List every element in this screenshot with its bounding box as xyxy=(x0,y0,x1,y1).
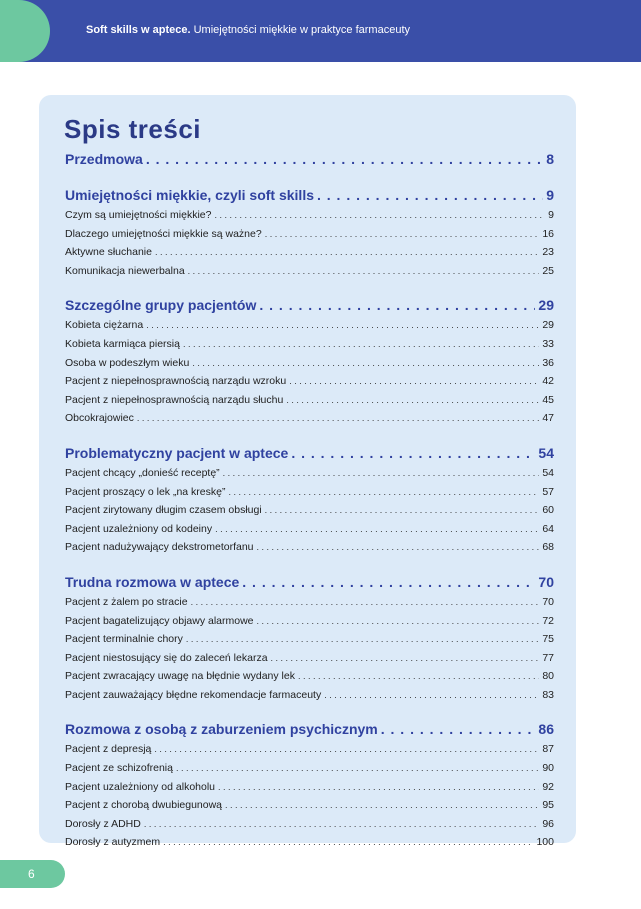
toc-entry[interactable] xyxy=(65,335,554,354)
leader-dots xyxy=(259,294,535,316)
toc-entry-page: 90 xyxy=(542,762,554,775)
leader-dots xyxy=(144,815,539,834)
toc-entry-page: 29 xyxy=(542,319,554,332)
leader-dots xyxy=(265,225,540,244)
toc-entry-page: 70 xyxy=(542,595,554,608)
toc-entry-label: Pacjent z chorobą dwubiegunową xyxy=(65,799,223,812)
leader-dots xyxy=(191,593,540,612)
leader-dots xyxy=(214,206,545,225)
leader-dots xyxy=(163,833,533,852)
leader-dots xyxy=(186,630,539,649)
toc-entry[interactable] xyxy=(65,354,554,373)
toc-entry-page: 60 xyxy=(542,504,554,517)
leader-dots xyxy=(218,778,539,797)
toc-entry[interactable] xyxy=(65,483,554,502)
toc-section-label: Przedmowa xyxy=(65,151,143,167)
toc-entry-label: Dorosły z ADHD xyxy=(65,817,141,830)
toc-entry[interactable] xyxy=(65,501,554,520)
toc-section-label: Trudna rozmowa w aptece xyxy=(65,573,240,590)
toc-entry-page: 100 xyxy=(536,836,554,849)
toc-entry[interactable] xyxy=(65,667,554,686)
toc-entry-page: 87 xyxy=(542,743,554,756)
leader-dots xyxy=(176,759,539,778)
leader-dots xyxy=(317,184,543,206)
leader-dots xyxy=(137,409,539,428)
toc-entry-page: 75 xyxy=(542,633,554,646)
leader-dots xyxy=(324,686,539,705)
toc-section-label: Rozmowa z osobą z zaburzeniem psychicznym xyxy=(65,721,378,738)
toc-entry-page: 9 xyxy=(548,209,554,221)
toc-section[interactable] xyxy=(65,294,554,316)
leader-dots xyxy=(291,442,535,464)
header-accent-tab xyxy=(0,0,50,62)
toc-entry[interactable] xyxy=(65,243,554,262)
toc-entry-page: 16 xyxy=(542,227,554,240)
toc-entry[interactable] xyxy=(65,538,554,557)
toc-section[interactable] xyxy=(65,184,554,206)
running-title-bold: Soft skills w aptece. xyxy=(86,24,191,36)
toc-entry-page: 23 xyxy=(542,246,554,259)
toc-section-page: 86 xyxy=(538,721,554,738)
toc-entry-label: Pacjent zauważający błędne rekomendacje farmaceuty xyxy=(65,688,322,701)
leader-dots xyxy=(228,483,539,502)
leader-dots xyxy=(289,372,539,391)
toc-section[interactable] xyxy=(65,718,554,740)
toc-list xyxy=(65,148,554,852)
toc-entry[interactable] xyxy=(65,464,554,483)
toc-entry[interactable] xyxy=(65,759,554,778)
leader-dots xyxy=(271,649,540,668)
toc-entry-label: Dorosły z autyzmem xyxy=(65,836,161,849)
toc-entry-page: 92 xyxy=(542,780,554,793)
toc-entry[interactable] xyxy=(65,649,554,668)
toc-section-label: Problematyczny pacjent w aptece xyxy=(65,444,289,461)
running-title xyxy=(86,24,410,36)
leader-dots xyxy=(265,501,540,520)
toc-entry-page: 33 xyxy=(542,337,554,350)
toc-entry-label: Pacjent proszący o lek „na kreskę” xyxy=(65,485,226,498)
leader-dots xyxy=(257,612,540,631)
toc-entry-page: 25 xyxy=(542,264,554,277)
toc-section-page: 70 xyxy=(538,573,554,590)
toc-entry-label: Pacjent uzależniony od alkoholu xyxy=(65,780,216,793)
toc-entry[interactable] xyxy=(65,262,554,281)
leader-dots xyxy=(154,740,539,759)
toc-section[interactable] xyxy=(65,571,554,593)
toc-entry[interactable] xyxy=(65,316,554,335)
leader-dots xyxy=(242,571,535,593)
leader-dots xyxy=(183,335,539,354)
toc-entry[interactable] xyxy=(65,372,554,391)
leader-dots xyxy=(298,667,539,686)
leader-dots xyxy=(225,796,539,815)
leader-dots xyxy=(215,520,539,539)
toc-entry[interactable] xyxy=(65,593,554,612)
toc-entry[interactable] xyxy=(65,409,554,428)
leader-dots xyxy=(188,262,540,281)
toc-entry[interactable] xyxy=(65,740,554,759)
toc-section-page: 8 xyxy=(546,151,554,167)
leader-dots xyxy=(223,464,540,483)
toc-entry[interactable] xyxy=(65,796,554,815)
toc-entry-label: Pacjent chcący „donieść receptę” xyxy=(65,466,220,479)
toc-entry-page: 64 xyxy=(542,522,554,535)
toc-entry-page: 54 xyxy=(542,466,554,479)
page-number: 6 xyxy=(28,867,35,881)
toc-entry-label: Pacjent z niepełnosprawnością narządu wzroku xyxy=(65,375,287,388)
toc-entry[interactable] xyxy=(65,225,554,244)
toc-entry-page: 36 xyxy=(542,356,554,369)
toc-entry-label: Pacjent niestosujący się do zaleceń lekarza xyxy=(65,651,268,664)
toc-entry-label: Pacjent terminalnie chory xyxy=(65,633,183,646)
toc-title: Spis treści xyxy=(64,114,202,144)
toc-section-label: Umiejętności miękkie, czyli soft skills xyxy=(65,187,314,203)
toc-entry-label: Pacjent z niepełnosprawnością narządu słuchu xyxy=(65,393,284,406)
toc-entry-page: 68 xyxy=(542,541,554,554)
toc-entry-label: Kobieta ciężarna xyxy=(65,319,144,332)
toc-entry-page: 96 xyxy=(542,817,554,830)
toc-entry[interactable] xyxy=(65,520,554,539)
toc-entry-page: 42 xyxy=(542,375,554,388)
toc-entry-page: 45 xyxy=(542,393,554,406)
toc-entry-label: Czym są umiejętności miękkie? xyxy=(65,209,212,221)
toc-entry-label: Dlaczego umiejętności miękkie są ważne? xyxy=(65,227,262,240)
toc-entry-page: 47 xyxy=(542,412,554,425)
toc-entry[interactable] xyxy=(65,778,554,797)
toc-entry-label: Pacjent uzależniony od kodeiny xyxy=(65,522,213,535)
toc-entry-label: Pacjent zirytowany długim czasem obsługi xyxy=(65,504,262,517)
toc-section-page: 9 xyxy=(546,187,554,203)
toc-entry-page: 72 xyxy=(542,614,554,627)
leader-dots xyxy=(155,243,539,262)
toc-section-page: 29 xyxy=(538,297,554,314)
leader-dots xyxy=(381,718,536,740)
toc-entry-label: Kobieta karmiąca piersią xyxy=(65,337,180,350)
toc-section-page: 54 xyxy=(538,444,554,461)
leader-dots xyxy=(146,316,539,335)
toc-section[interactable] xyxy=(65,148,554,170)
toc-entry-label: Pacjent nadużywający dekstrometorfanu xyxy=(65,541,254,554)
toc-entry-page: 95 xyxy=(542,799,554,812)
leader-dots xyxy=(146,148,543,170)
toc-section-label: Szczególne grupy pacjentów xyxy=(65,297,257,314)
toc-entry-page: 83 xyxy=(542,688,554,701)
toc-entry[interactable] xyxy=(65,630,554,649)
toc-entry-label: Aktywne słuchanie xyxy=(65,246,152,259)
toc-entry-label: Obcokrajowiec xyxy=(65,412,134,425)
toc-section[interactable] xyxy=(65,442,554,464)
toc-entry-label: Pacjent z żalem po stracie xyxy=(65,595,188,608)
running-title-rest: Umiejętności miękkie w praktyce farmaceuty xyxy=(190,24,411,36)
toc-entry[interactable] xyxy=(65,391,554,410)
toc-entry-label: Pacjent zwracający uwagę na błędnie wydany lek xyxy=(65,670,295,683)
toc-entry-label: Pacjent bagatelizujący objawy alarmowe xyxy=(65,614,254,627)
toc-entry[interactable] xyxy=(65,833,554,852)
leader-dots xyxy=(257,538,540,557)
page-header xyxy=(0,0,641,62)
toc-entry-label: Komunikacja niewerbalna xyxy=(65,264,185,277)
toc-entry-page: 57 xyxy=(542,485,554,498)
toc-entry[interactable] xyxy=(65,815,554,834)
toc-entry[interactable] xyxy=(65,612,554,631)
toc-entry[interactable] xyxy=(65,686,554,705)
toc-entry[interactable] xyxy=(65,206,554,225)
toc-entry-page: 77 xyxy=(542,651,554,664)
toc-entry-label: Osoba w podeszłym wieku xyxy=(65,356,190,369)
toc-entry-label: Pacjent z depresją xyxy=(65,743,152,756)
toc-entry-page: 80 xyxy=(542,670,554,683)
leader-dots xyxy=(286,391,539,410)
leader-dots xyxy=(192,354,539,373)
toc-entry-label: Pacjent ze schizofrenią xyxy=(65,762,173,775)
